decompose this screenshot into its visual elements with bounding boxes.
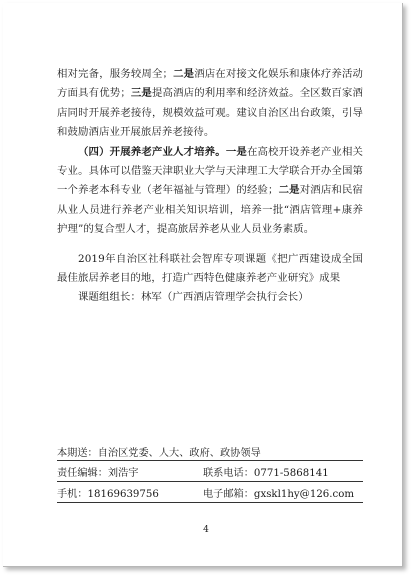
paragraph-talent-training: （四）开展养老产业人才培养。一是在高校开设养老产业相关专业。具体可以借鉴天津职业大学与天津理工大学联合开办全国第一个养老本科专业（老年福祉与管理）的经验；二是对酒店和民宿从业人员进行养老产业相关知识培训，培养一批“酒店管理+康养护理”的复合型人才，提高旅居养老从业人员业务素质。 xyxy=(57,145,364,236)
send-to-line: 本期送：自治区党委、人大、政府、政协领导 xyxy=(57,447,261,459)
contact-row-2 xyxy=(57,482,363,502)
emphasis-first: 一是 xyxy=(225,145,247,158)
page-number: 4 xyxy=(203,525,209,535)
email-label: 电子邮箱：gxskl1hy@126.com xyxy=(203,488,355,500)
paragraph-hotel-advantages: 相对完备，服务较周全；二是酒店在对接文化娱乐和康体疗养活动方面具有优势；三是提高酒店的利用率和经济效益。全区数百家酒店同时开展养老接待，规模效益可观。建议自治区出台政策，引导和鼓励酒店业开展旅居养老接待。 xyxy=(57,68,363,139)
section-heading: （四）开展养老产业人才培养。 xyxy=(78,145,226,158)
contact-row-1 xyxy=(57,461,363,481)
divider xyxy=(57,502,363,503)
paragraph-research-source: 2019年自治区社科联社会智库专项课题《把广西建设成全国最佳旅居养老目的地，打造广西特色健康养老产业研究》成果 xyxy=(57,252,363,285)
distribution-footer xyxy=(57,442,363,503)
emphasis-second: 二是 xyxy=(173,68,195,80)
phone-label: 联系电话：0771-5868141 xyxy=(203,467,329,479)
paragraph-group-leader: 课题组组长：林军（广西酒店管理学会执行会长） xyxy=(78,291,309,304)
document-page xyxy=(3,3,403,567)
mobile-label: 手机：18169639756 xyxy=(57,488,159,500)
emphasis-third: 三是 xyxy=(130,87,152,100)
emphasis-second: 二是 xyxy=(278,184,300,197)
body-text xyxy=(57,65,363,308)
editor-label: 责任编辑：刘浩宇 xyxy=(57,467,139,479)
